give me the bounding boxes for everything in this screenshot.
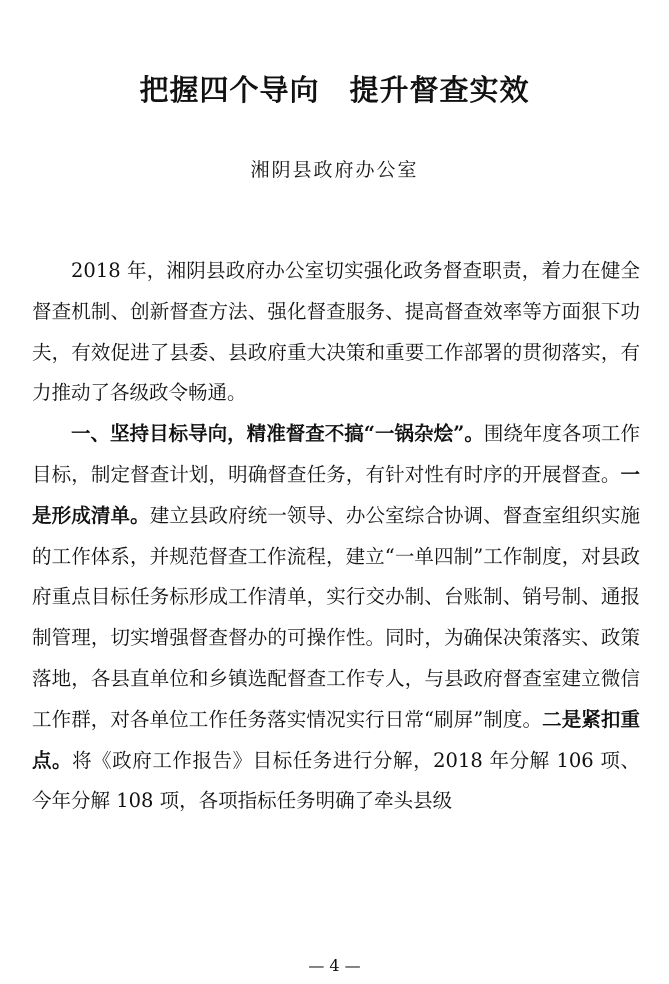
page-number: — 4 — — [308, 956, 361, 975]
paragraph-text: 围绕年度各项工作目标，制定督查计划，明确督查任务，有针对性有时序的开展督查。 — [32, 422, 640, 486]
section-heading: 一、坚持目标导向，精准督查不搞“一锅杂烩”。 — [71, 422, 484, 446]
subpoint-heading-first: 一是形成清单。 — [32, 462, 640, 527]
document-title: 把握四个导向 提升督查实效 — [139, 73, 530, 107]
subpoint-heading-second: 二是紧扣重点。 — [32, 707, 640, 772]
document-body — [32, 251, 640, 822]
paragraph-text: 将《政府工作报告》目标任务进行分解，2018 年分解 106 项、今年分解 108 项，各项指标任务明确了牵头县级 — [32, 748, 640, 813]
paragraph-section-one — [32, 414, 640, 822]
paragraph-text: 建立县政府统一领导、办公室综合协调、督查室组织实施的工作体系，并规范督查工作流程，建立“一单四制”工作制度，对县政府重点目标任务标形成工作清单，实行交办制、台账制、销号制、通报制管理，切实增强督查督办的可操作性。同时，为确保决策落实、政策落地，各县直单位和乡镇选配督查工作专人，与县政府督查室建立微信工作群，对各单位工作任务落实情况实行日常“刷屏”制度。 — [32, 503, 640, 731]
paragraph-text: 2018 年，湘阴县政府办公室切实强化政务督查职责，着力在健全督查机制、创新督查方法、强化督查服务、提高督查效率等方面狠下功夫，有效促进了县委、县政府重大决策和重要工作部署的贯彻落实，有力推动了各级政令畅通。 — [32, 259, 640, 405]
issuing-organization: 湘阴县政府办公室 — [250, 159, 419, 181]
paragraph-intro — [32, 251, 640, 414]
